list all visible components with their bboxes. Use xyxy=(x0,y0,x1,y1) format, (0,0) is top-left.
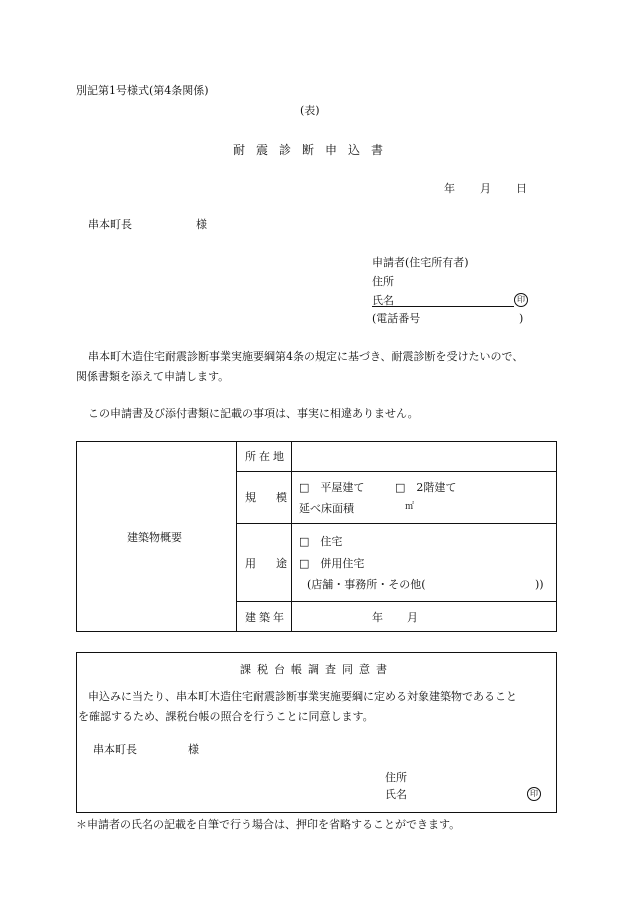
applicant-name-label: 氏名 xyxy=(372,294,394,307)
usage-option-mixed-use[interactable]: □ 併用住宅 xyxy=(299,557,365,570)
consent-title: 課税台帳調査同意書 xyxy=(240,663,393,676)
location-label: 所在地 xyxy=(245,450,287,463)
page-title: 耐震診断申込書 xyxy=(233,143,395,157)
date-month: 月 xyxy=(480,182,491,195)
building-summary-label: 建築物概要 xyxy=(127,531,182,544)
scale-option-two-story[interactable]: □ 2階建て xyxy=(395,481,457,494)
usage-label-right: 途 xyxy=(276,557,287,570)
request-text-line1: 串本町木造住宅耐震診断事業実施要綱第4条の規定に基づき、耐震診断を受けたいので、 xyxy=(88,350,524,363)
footnote: ＊申請者の氏名の記載を自筆で行う場合は、押印を省略することができます。 xyxy=(76,818,461,831)
applicant-address-label: 住所 xyxy=(372,275,394,288)
usage-option-house[interactable]: □ 住宅 xyxy=(299,535,343,548)
applicant-name-line xyxy=(372,306,514,307)
applicant-phone-close: ) xyxy=(519,312,524,325)
year-built-month: 月 xyxy=(407,611,418,624)
year-built-year: 年 xyxy=(372,611,383,624)
consent-addressee: 串本町長 xyxy=(93,743,137,756)
table-column-divider xyxy=(291,441,292,632)
consent-text-line1: 申込みに当たり、串本町木造住宅耐震診断事業実施要綱に定める対象建築物であること xyxy=(88,690,517,703)
addressee-name: 串本町長 xyxy=(88,218,132,231)
scale-label-right: 模 xyxy=(276,491,287,504)
consent-address-label: 住所 xyxy=(385,771,407,784)
applicant-heading: 申請者(住宅所有者) xyxy=(372,256,469,269)
table-column-divider xyxy=(236,441,237,632)
date-day: 日 xyxy=(516,182,527,195)
scale-label-left: 規 xyxy=(245,491,256,504)
table-row-divider xyxy=(236,471,557,472)
location-field[interactable] xyxy=(296,447,552,467)
consent-honorific: 様 xyxy=(188,743,199,756)
applicant-phone-open: (電話番号 xyxy=(372,312,421,325)
seal-icon: 印 xyxy=(514,293,528,307)
seal-icon: 印 xyxy=(527,787,541,801)
table-row-divider xyxy=(236,523,557,524)
declaration-text: この申請書及び添付書類に記載の事項は、事実に相違ありません。 xyxy=(88,407,419,420)
usage-label-left: 用 xyxy=(245,557,256,570)
addressee-honorific: 様 xyxy=(196,218,207,231)
consent-text-line2: を確認するため、課税台帳の照合を行うことに同意します。 xyxy=(78,710,374,723)
usage-detail-open: (店舗・事務所・その他( xyxy=(307,578,426,591)
table-row-divider xyxy=(236,601,557,602)
year-built-label: 建築年 xyxy=(245,611,287,624)
consent-name-label: 氏名 xyxy=(385,788,407,801)
floor-area-label: 延べ床面積 xyxy=(299,502,354,515)
side-marker: (表) xyxy=(300,104,320,117)
request-text-line2: 関係書類を添えて申請します。 xyxy=(76,370,230,383)
usage-detail-close: )) xyxy=(535,578,544,591)
floor-area-unit: ㎡ xyxy=(405,502,415,512)
form-code: 別記第1号様式(第4条関係) xyxy=(76,84,209,97)
date-year: 年 xyxy=(444,182,455,195)
scale-option-single-story[interactable]: □ 平屋建て xyxy=(299,481,365,494)
